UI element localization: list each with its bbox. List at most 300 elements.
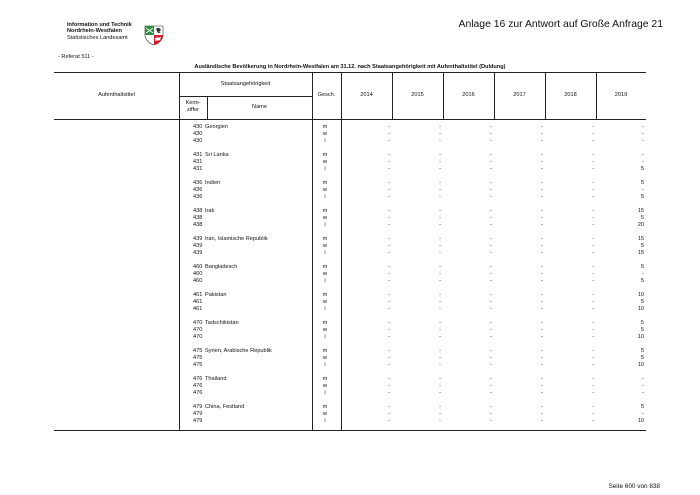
value-cell-2014: - — [388, 278, 390, 284]
geschlecht-cell: w — [322, 299, 328, 305]
kennziffer-cell: 479 — [193, 404, 203, 410]
value-cell-2018: - — [592, 376, 594, 382]
value-cell-2019: - — [642, 383, 644, 389]
value-cell-2017: - — [541, 383, 543, 389]
country-name-cell: China, Festland — [205, 404, 245, 410]
geschlecht-cell: w — [322, 327, 328, 333]
header-year-2018: 2018 — [564, 92, 577, 98]
value-cell-2014: - — [388, 299, 390, 305]
value-cell-2018: - — [592, 348, 594, 354]
value-cell-2017: - — [541, 376, 543, 382]
value-cell-2019: 5 — [640, 278, 644, 284]
value-cell-2014: - — [388, 355, 390, 361]
value-cell-2015: - — [439, 299, 441, 305]
value-cell-2016: - — [490, 166, 492, 172]
header-kennziffer-line1: Kenn- — [185, 100, 201, 106]
geschlecht-cell: i — [324, 334, 326, 340]
value-cell-2019: 5 — [640, 243, 644, 249]
value-cell-2015: - — [439, 131, 441, 137]
value-cell-2014: - — [388, 187, 390, 193]
value-cell-2017: - — [541, 292, 543, 298]
org-name-line3: Statistisches Landesamt — [67, 34, 128, 41]
value-cell-2016: - — [490, 278, 492, 284]
value-cell-2017: - — [541, 271, 543, 277]
value-cell-2016: - — [490, 348, 492, 354]
value-cell-2017: - — [541, 138, 543, 144]
value-cell-2019: - — [642, 376, 644, 382]
value-cell-2014: - — [388, 264, 390, 270]
geschlecht-cell: m — [322, 264, 328, 270]
value-cell-2016: - — [490, 152, 492, 158]
table-row — [0, 159, 700, 166]
table-row — [0, 271, 700, 278]
value-cell-2018: - — [592, 236, 594, 242]
value-cell-2016: - — [490, 383, 492, 389]
value-cell-2014: - — [388, 124, 390, 130]
value-cell-2019: - — [642, 271, 644, 277]
value-cell-2017: - — [541, 187, 543, 193]
kennziffer-cell: 461 — [193, 292, 203, 298]
kennziffer-cell: 438 — [193, 208, 203, 214]
value-cell-2018: - — [592, 152, 594, 158]
table-row — [0, 180, 700, 187]
table-row — [0, 362, 700, 369]
value-cell-2017: - — [541, 166, 543, 172]
value-cell-2017: - — [541, 306, 543, 312]
organization-block — [67, 22, 132, 41]
value-cell-2019: - — [642, 159, 644, 165]
value-cell-2016: - — [490, 215, 492, 221]
table-row — [0, 334, 700, 341]
value-cell-2019: 5 — [640, 264, 644, 270]
value-cell-2016: - — [490, 208, 492, 214]
org-name-line1: Information und Technik — [67, 22, 132, 28]
geschlecht-cell: m — [322, 236, 328, 242]
value-cell-2017: - — [541, 390, 543, 396]
table-row — [0, 243, 700, 250]
value-cell-2017: - — [541, 208, 543, 214]
value-cell-2016: - — [490, 292, 492, 298]
value-cell-2019: 10 — [637, 334, 644, 340]
org-name-line2: Nordrhein-Westfalen — [67, 28, 122, 35]
kennziffer-cell: 475 — [193, 355, 203, 361]
value-cell-2019: - — [642, 152, 644, 158]
table-row — [0, 187, 700, 194]
value-cell-2018: - — [592, 131, 594, 137]
value-cell-2018: - — [592, 124, 594, 130]
value-cell-2015: - — [439, 292, 441, 298]
value-cell-2019: - — [642, 131, 644, 137]
kennziffer-cell: 461 — [193, 306, 203, 312]
value-cell-2019: 10 — [637, 306, 644, 312]
header-year-2019: 2019 — [614, 92, 628, 98]
value-cell-2018: - — [592, 159, 594, 165]
kennziffer-cell: 436 — [193, 187, 203, 193]
value-cell-2018: - — [592, 180, 594, 186]
value-cell-2018: - — [592, 271, 594, 277]
value-cell-2018: - — [592, 138, 594, 144]
value-cell-2016: - — [490, 159, 492, 165]
value-cell-2016: - — [490, 264, 492, 270]
header-year-2015: 2015 — [411, 92, 424, 98]
kennziffer-cell: 479 — [193, 411, 203, 417]
value-cell-2015: - — [439, 236, 441, 242]
table-row — [0, 348, 700, 355]
value-cell-2014: - — [388, 208, 390, 214]
country-name-cell: Iran, Islamische Republik — [205, 236, 268, 242]
value-cell-2019: - — [642, 390, 644, 396]
geschlecht-cell: i — [324, 166, 326, 172]
value-cell-2017: - — [541, 264, 543, 270]
geschlecht-cell: i — [324, 194, 326, 200]
value-cell-2016: - — [490, 362, 492, 368]
value-cell-2017: - — [541, 236, 543, 242]
value-cell-2016: - — [490, 131, 492, 137]
value-cell-2018: - — [592, 404, 594, 410]
kennziffer-cell: 430 — [193, 138, 203, 144]
kennziffer-cell: 470 — [193, 327, 203, 333]
value-cell-2017: - — [541, 299, 543, 305]
value-cell-2014: - — [388, 138, 390, 144]
value-cell-2014: - — [388, 418, 390, 424]
value-cell-2014: - — [388, 348, 390, 354]
value-cell-2017: - — [541, 180, 543, 186]
kennziffer-cell: 479 — [193, 418, 203, 424]
value-cell-2019: - — [642, 187, 644, 193]
kennziffer-cell: 430 — [193, 124, 203, 130]
value-cell-2017: - — [541, 152, 543, 158]
value-cell-2017: - — [541, 215, 543, 221]
value-cell-2018: - — [592, 334, 594, 340]
value-cell-2018: - — [592, 187, 594, 193]
kennziffer-cell: 460 — [193, 278, 203, 284]
value-cell-2014: - — [388, 411, 390, 417]
value-cell-2014: - — [388, 327, 390, 333]
value-cell-2015: - — [439, 348, 441, 354]
value-cell-2014: - — [388, 236, 390, 242]
staatsangehoerigkeit-rule — [179, 96, 312, 97]
value-cell-2014: - — [388, 271, 390, 277]
referat-label: - Referat 511 - — [58, 54, 94, 60]
table-row — [0, 299, 700, 306]
kennziffer-cell: 439 — [193, 236, 203, 242]
value-cell-2019: 15 — [637, 250, 644, 256]
value-cell-2019: 5 — [640, 355, 644, 361]
value-cell-2018: - — [592, 222, 594, 228]
value-cell-2014: - — [388, 376, 390, 382]
value-cell-2017: - — [541, 362, 543, 368]
value-cell-2015: - — [439, 411, 441, 417]
table-row — [0, 222, 700, 229]
table-row — [0, 152, 700, 159]
table-row — [0, 250, 700, 257]
value-cell-2017: - — [541, 250, 543, 256]
value-cell-2019: 5 — [640, 215, 644, 221]
value-cell-2019: 5 — [640, 404, 644, 410]
value-cell-2016: - — [490, 243, 492, 249]
header-kennziffer-line2: ziffer — [186, 106, 200, 113]
value-cell-2014: - — [388, 243, 390, 249]
table-row — [0, 264, 700, 271]
value-cell-2016: - — [490, 404, 492, 410]
value-cell-2016: - — [490, 271, 492, 277]
table-row — [0, 194, 700, 201]
geschlecht-cell: w — [322, 383, 328, 389]
value-cell-2015: - — [439, 271, 441, 277]
value-cell-2014: - — [388, 152, 390, 158]
country-name-cell: Syrien, Arabische Republik — [205, 348, 272, 354]
value-cell-2016: - — [490, 138, 492, 144]
table-row — [0, 355, 700, 362]
value-cell-2015: - — [439, 362, 441, 368]
value-cell-2018: - — [592, 166, 594, 172]
value-cell-2017: - — [541, 348, 543, 354]
geschlecht-cell: w — [322, 243, 328, 249]
value-cell-2015: - — [439, 250, 441, 256]
table-row — [0, 376, 700, 383]
table-row — [0, 278, 700, 285]
country-name-cell: Indien — [205, 180, 221, 186]
value-cell-2015: - — [439, 383, 441, 389]
value-cell-2019: 20 — [637, 222, 644, 228]
header-kennziffer — [179, 100, 207, 113]
value-cell-2015: - — [439, 187, 441, 193]
kennziffer-cell: 470 — [193, 334, 203, 340]
value-cell-2014: - — [388, 180, 390, 186]
value-cell-2015: - — [439, 180, 441, 186]
value-cell-2016: - — [490, 236, 492, 242]
value-cell-2016: - — [490, 355, 492, 361]
kennziffer-cell: 476 — [193, 390, 203, 396]
value-cell-2014: - — [388, 215, 390, 221]
geschlecht-cell: w — [322, 131, 328, 137]
kennziffer-cell: 431 — [193, 152, 203, 158]
value-cell-2015: - — [439, 152, 441, 158]
value-cell-2019: 5 — [640, 299, 644, 305]
value-cell-2015: - — [439, 194, 441, 200]
value-cell-2018: - — [592, 355, 594, 361]
kennziffer-cell: 439 — [193, 243, 203, 249]
value-cell-2016: - — [490, 187, 492, 193]
kennziffer-cell: 430 — [193, 131, 203, 137]
geschlecht-cell: m — [322, 180, 328, 186]
value-cell-2016: - — [490, 327, 492, 333]
value-cell-2016: - — [490, 376, 492, 382]
value-cell-2015: - — [439, 264, 441, 270]
kennziffer-cell: 476 — [193, 376, 203, 382]
value-cell-2017: - — [541, 131, 543, 137]
anlage-title: Anlage 16 zur Antwort auf Große Anfrage 21 — [458, 19, 663, 30]
table-row — [0, 411, 700, 418]
value-cell-2016: - — [490, 334, 492, 340]
value-cell-2015: - — [439, 138, 441, 144]
table-row — [0, 383, 700, 390]
value-cell-2015: - — [439, 215, 441, 221]
geschlecht-cell: m — [322, 404, 328, 410]
value-cell-2018: - — [592, 250, 594, 256]
value-cell-2019: 10 — [637, 292, 644, 298]
country-name-cell: Pakistan — [205, 292, 227, 298]
table-row — [0, 306, 700, 313]
value-cell-2017: - — [541, 411, 543, 417]
value-cell-2015: - — [439, 355, 441, 361]
value-cell-2019: 10 — [637, 418, 644, 424]
value-cell-2017: - — [541, 159, 543, 165]
table-row — [0, 320, 700, 327]
value-cell-2014: - — [388, 159, 390, 165]
value-cell-2017: - — [541, 355, 543, 361]
value-cell-2017: - — [541, 243, 543, 249]
kennziffer-cell: 470 — [193, 320, 203, 326]
value-cell-2019: - — [642, 138, 644, 144]
value-cell-2015: - — [439, 306, 441, 312]
value-cell-2015: - — [439, 166, 441, 172]
geschlecht-cell: m — [322, 208, 328, 214]
value-cell-2019: 5 — [640, 194, 644, 200]
value-cell-2018: - — [592, 243, 594, 249]
value-cell-2016: - — [490, 194, 492, 200]
kennziffer-cell: 438 — [193, 215, 203, 221]
table-row — [0, 131, 700, 138]
value-cell-2014: - — [388, 222, 390, 228]
value-cell-2015: - — [439, 376, 441, 382]
value-cell-2018: - — [592, 264, 594, 270]
page-number: Seite 600 von 838 — [608, 483, 660, 490]
table-row — [0, 404, 700, 411]
value-cell-2018: - — [592, 418, 594, 424]
geschlecht-cell: m — [322, 376, 328, 382]
value-cell-2015: - — [439, 124, 441, 130]
geschlecht-cell: m — [322, 348, 328, 354]
nrw-crest-icon — [143, 24, 165, 46]
value-cell-2017: - — [541, 327, 543, 333]
value-cell-2015: - — [439, 243, 441, 249]
geschlecht-cell: i — [324, 390, 326, 396]
geschlecht-cell: w — [322, 271, 328, 277]
country-name-cell: Irak — [205, 208, 215, 214]
value-cell-2019: - — [642, 411, 644, 417]
table-row — [0, 215, 700, 222]
value-cell-2016: - — [490, 411, 492, 417]
value-cell-2014: - — [388, 383, 390, 389]
kennziffer-cell: 438 — [193, 222, 203, 228]
geschlecht-cell: m — [322, 292, 328, 298]
kennziffer-cell: 436 — [193, 180, 203, 186]
value-cell-2015: - — [439, 390, 441, 396]
value-cell-2019: 15 — [637, 236, 644, 242]
kennziffer-cell: 460 — [193, 264, 203, 270]
value-cell-2018: - — [592, 299, 594, 305]
header-name: Name — [252, 104, 267, 110]
value-cell-2018: - — [592, 215, 594, 221]
geschlecht-cell: w — [322, 355, 328, 361]
header-year-2017: 2017 — [513, 92, 526, 98]
geschlecht-cell: w — [322, 159, 328, 165]
value-cell-2019: 5 — [640, 348, 644, 354]
value-cell-2015: - — [439, 222, 441, 228]
value-cell-2019: 15 — [637, 208, 644, 214]
value-cell-2016: - — [490, 320, 492, 326]
value-cell-2016: - — [490, 306, 492, 312]
value-cell-2015: - — [439, 418, 441, 424]
value-cell-2018: - — [592, 292, 594, 298]
country-name-cell: Thailand — [205, 376, 227, 382]
value-cell-2015: - — [439, 327, 441, 333]
kennziffer-cell: 460 — [193, 271, 203, 277]
value-cell-2018: - — [592, 306, 594, 312]
value-cell-2014: - — [388, 334, 390, 340]
kennziffer-cell: 476 — [193, 383, 203, 389]
geschlecht-cell: i — [324, 362, 326, 368]
geschlecht-cell: i — [324, 278, 326, 284]
kennziffer-cell: 475 — [193, 348, 203, 354]
kennziffer-cell: 475 — [193, 362, 203, 368]
value-cell-2014: - — [388, 390, 390, 396]
value-cell-2014: - — [388, 166, 390, 172]
value-cell-2018: - — [592, 411, 594, 417]
value-cell-2019: - — [642, 124, 644, 130]
table-row — [0, 124, 700, 131]
value-cell-2018: - — [592, 320, 594, 326]
header-year-2016: 2016 — [462, 92, 475, 98]
geschlecht-cell: w — [322, 187, 328, 193]
table-top-rule — [54, 72, 646, 73]
kennziffer-cell: 461 — [193, 299, 203, 305]
value-cell-2018: - — [592, 362, 594, 368]
value-cell-2018: - — [592, 390, 594, 396]
value-cell-2017: - — [541, 418, 543, 424]
table-title: Ausländische Bevölkerung in Nordrhein-Westfalen am 31.12. nach Staatsangehörigkeit mit Aufenthaltstitel (Duldung) — [194, 64, 506, 70]
value-cell-2018: - — [592, 383, 594, 389]
kennziffer-cell: 436 — [193, 194, 203, 200]
geschlecht-cell: i — [324, 250, 326, 256]
value-cell-2014: - — [388, 292, 390, 298]
table-row — [0, 208, 700, 215]
kennziffer-cell: 439 — [193, 250, 203, 256]
value-cell-2018: - — [592, 278, 594, 284]
value-cell-2017: - — [541, 404, 543, 410]
value-cell-2018: - — [592, 208, 594, 214]
value-cell-2016: - — [490, 180, 492, 186]
header-year-2014: 2014 — [360, 92, 373, 98]
geschlecht-cell: m — [322, 320, 328, 326]
geschlecht-cell: w — [322, 411, 328, 417]
header-aufenthaltstitel: Aufenthaltstitel — [98, 92, 135, 98]
kennziffer-cell: 431 — [193, 166, 203, 172]
country-name-cell: Bangladesch — [205, 264, 238, 270]
value-cell-2014: - — [388, 362, 390, 368]
value-cell-2014: - — [388, 306, 390, 312]
value-cell-2015: - — [439, 404, 441, 410]
value-cell-2014: - — [388, 131, 390, 137]
value-cell-2014: - — [388, 404, 390, 410]
geschlecht-cell: i — [324, 138, 326, 144]
value-cell-2015: - — [439, 320, 441, 326]
value-cell-2016: - — [490, 299, 492, 305]
value-cell-2014: - — [388, 250, 390, 256]
table-row — [0, 390, 700, 397]
table-header-rule — [54, 119, 646, 120]
value-cell-2015: - — [439, 159, 441, 165]
kennziffer-cell: 431 — [193, 159, 203, 165]
country-name-cell: Sri Lanka — [205, 152, 229, 158]
value-cell-2016: - — [490, 418, 492, 424]
value-cell-2016: - — [490, 250, 492, 256]
value-cell-2015: - — [439, 334, 441, 340]
value-cell-2017: - — [541, 124, 543, 130]
country-name-cell: Georgien — [205, 124, 229, 130]
value-cell-2014: - — [388, 320, 390, 326]
